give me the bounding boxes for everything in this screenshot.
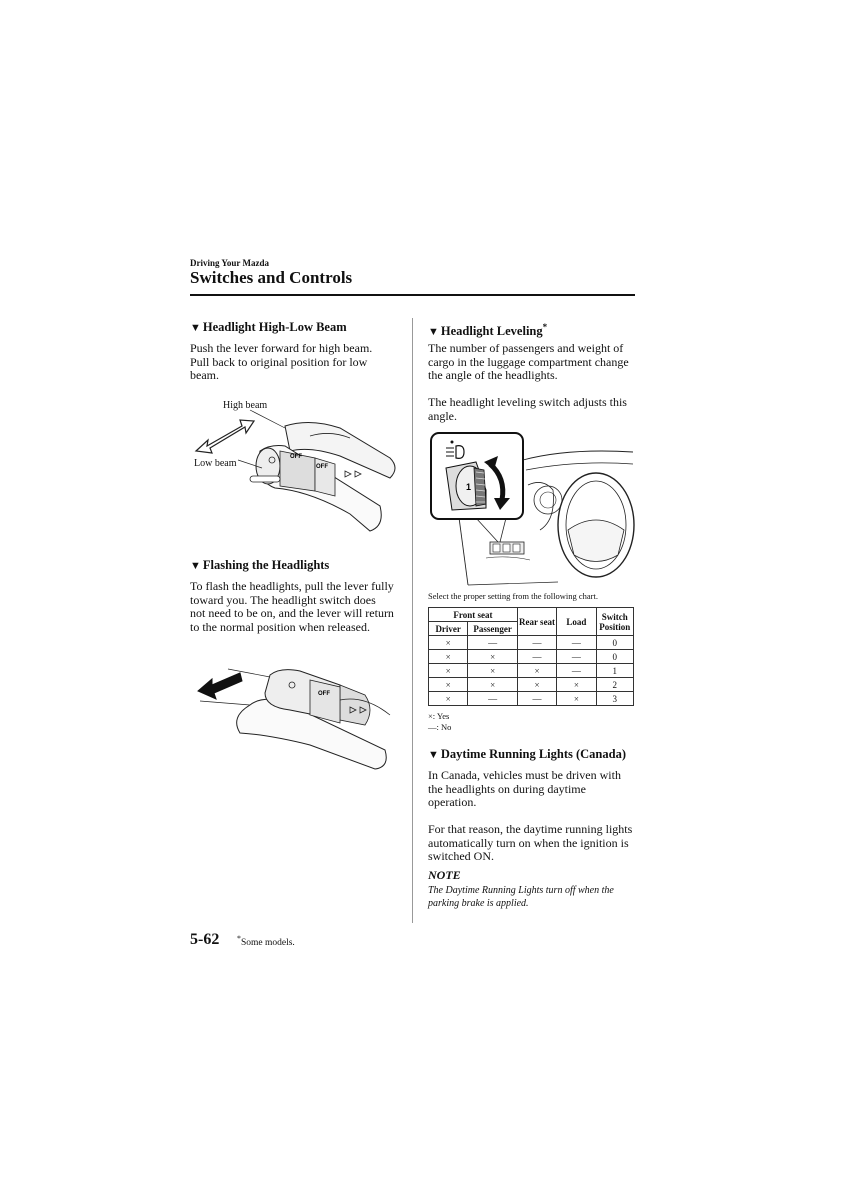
header-rear-seat: Rear seat (517, 608, 556, 636)
header-front-seat: Front seat (429, 608, 518, 622)
table-cell: — (517, 636, 556, 650)
legend-yes: ×: Yes (428, 711, 450, 721)
text-line: parking brake is applied. (428, 898, 529, 909)
note-body (428, 884, 636, 910)
footnote-mark: * (237, 934, 241, 943)
table-cell: × (468, 664, 517, 678)
pull-arrow-icon (198, 673, 242, 699)
header-load: Load (557, 608, 596, 636)
legend-no: —: No (428, 722, 452, 732)
drl-paragraph-2 (428, 823, 636, 864)
drl-paragraph-1 (428, 769, 636, 810)
table-cell: × (557, 678, 596, 692)
table-cell: 2 (596, 678, 633, 692)
high-low-paragraph (190, 342, 402, 383)
heading-text: Flashing the Headlights (202, 558, 330, 572)
heading-text: Headlight Leveling (440, 324, 543, 339)
table-cell: 0 (596, 650, 633, 664)
leveling-paragraph-1 (428, 342, 636, 383)
text-line: the angle of the headlights. (428, 368, 558, 382)
triangle-marker-icon: ▼ (190, 322, 201, 334)
text-line: cargo in the luggage compartment change (428, 354, 629, 369)
double-arrow-icon (196, 420, 254, 453)
title-rule (190, 294, 635, 296)
heading-high-low-beam (190, 320, 402, 336)
table-legend (428, 711, 636, 733)
triangle-marker-icon: ▼ (190, 560, 201, 572)
text-line: toward you. The headlight switch does (190, 592, 376, 607)
header-switch-position: Switch Position (596, 608, 633, 636)
table-cell: × (468, 678, 517, 692)
off-label: OFF (290, 454, 302, 460)
text-line: The headlight leveling switch adjusts this (428, 395, 627, 409)
heading-flashing-headlights (190, 558, 402, 574)
text-line: to the normal position when released. (190, 619, 370, 634)
text-line: angle. (428, 408, 457, 423)
footnote-text: Some models. (240, 938, 295, 949)
text-line: beam. (190, 368, 219, 382)
column-divider (412, 318, 413, 923)
page-number: 5-62 (190, 931, 220, 948)
table-cell: × (517, 664, 556, 678)
dial-position-label: 1 (466, 482, 472, 492)
table-cell: — (517, 650, 556, 664)
table-cell: — (557, 636, 596, 650)
text-line: not need to be on, and the lever will return (190, 606, 394, 620)
text-line: operation. (428, 795, 477, 809)
note-heading: NOTE (428, 868, 461, 882)
flashing-paragraph (190, 580, 402, 634)
table-cell: — (468, 692, 517, 706)
table-row (429, 636, 634, 650)
table-cell: × (429, 692, 468, 706)
section-label: Driving Your Mazda (190, 258, 270, 268)
table-row (429, 650, 634, 664)
page-title: Switches and Controls (190, 268, 353, 287)
table-cell: — (557, 664, 596, 678)
table-cell: 0 (596, 636, 633, 650)
table-cell: — (468, 636, 517, 650)
header-driver: Driver (429, 622, 468, 636)
lever-pull-illustration (190, 655, 402, 770)
low-beam-label: Low beam (194, 458, 237, 469)
table-cell: × (429, 678, 468, 692)
text-line: Pull back to original position for low (190, 354, 368, 369)
text-line: Push the lever forward for high beam. (190, 341, 373, 355)
table-cell: — (517, 692, 556, 706)
table-row (429, 692, 634, 706)
text-line: the headlights on during daytime (428, 781, 586, 796)
leveling-dial (446, 462, 486, 510)
text-line: To flash the headlights, pull the lever fully (190, 579, 394, 593)
leveling-paragraph-2 (428, 396, 636, 423)
table-cell: × (429, 664, 468, 678)
table-cell: — (557, 650, 596, 664)
off-label: OFF (316, 464, 328, 470)
chart-caption: Select the proper setting from the following chart. (428, 591, 598, 601)
table-cell: × (517, 678, 556, 692)
triangle-marker-icon: ▼ (428, 749, 439, 761)
off-label: OFF (318, 691, 330, 697)
table-cell: × (429, 650, 468, 664)
heading-text: Headlight High-Low Beam (202, 320, 347, 334)
header-passenger: Passenger (468, 622, 517, 636)
leveling-figure (428, 430, 636, 588)
text-line: automatically turn on when the ignition is (428, 835, 629, 850)
text-line: The Daytime Running Lights turn off when the (428, 885, 614, 896)
heading-text: Daytime Running Lights (Canada) (440, 747, 626, 761)
flashing-figure (190, 655, 402, 770)
footnote (237, 934, 295, 948)
table-cell: × (557, 692, 596, 706)
table-row (429, 664, 634, 678)
table-row (429, 678, 634, 692)
high-beam-label: High beam (223, 400, 268, 411)
text-line: The number of passengers and weight of (428, 341, 624, 355)
text-line: In Canada, vehicles must be driven with (428, 768, 621, 782)
high-low-beam-figure (190, 396, 402, 536)
table-cell: 1 (596, 664, 633, 678)
text-line: For that reason, the daytime running lights (428, 822, 633, 836)
text-line: switched ON. (428, 849, 494, 863)
leveling-chart-table (428, 607, 634, 706)
dashboard-illustration (428, 430, 636, 588)
table-cell: × (429, 636, 468, 650)
triangle-marker-icon: ▼ (428, 326, 439, 339)
heading-daytime-running-lights (428, 747, 636, 763)
table-cell: 3 (596, 692, 633, 706)
heading-headlight-leveling (428, 320, 636, 340)
asterisk-mark: * (542, 322, 548, 332)
table-cell: × (468, 650, 517, 664)
